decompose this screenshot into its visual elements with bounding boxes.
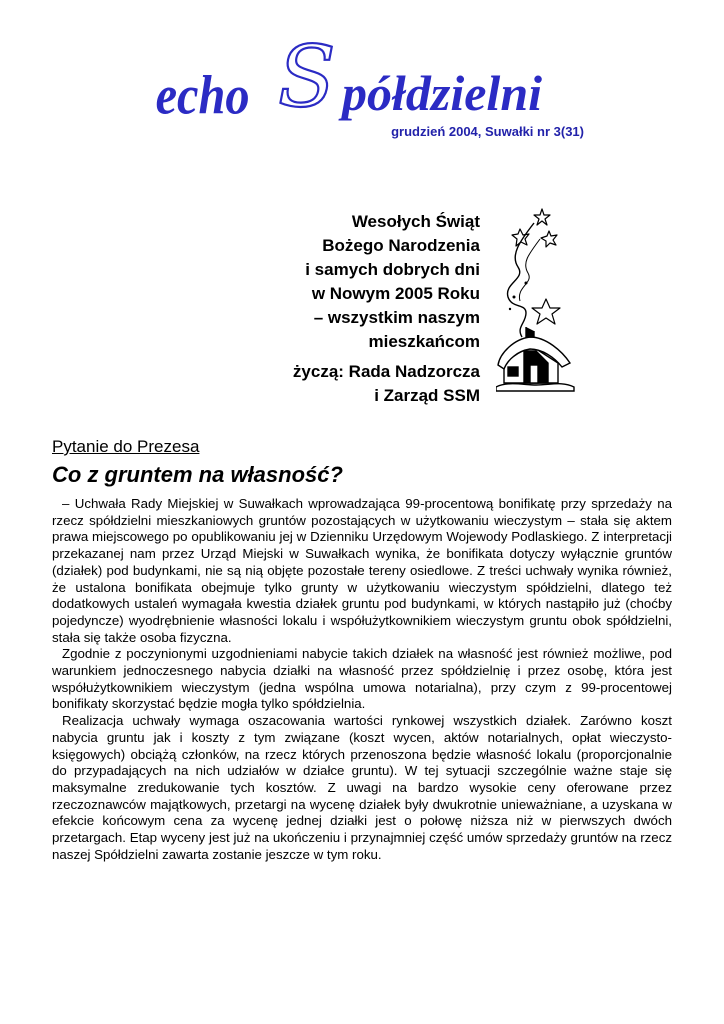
greeting-line: i samych dobrych dni <box>305 260 480 279</box>
holiday-greeting <box>230 210 480 408</box>
article-body <box>52 496 672 863</box>
snowy-house-icon <box>496 327 574 391</box>
article-paragraph: Zgodnie z poczynionymi uzgodnieniami nabycie takich działek na własność jest również możliwe, pod warunkiem jednoczesnego nabycia działki na własność przez spółdzielnię i przez osobę, która jest współużytkownikiem wieczystym (jedna wspólna umowa notarialna), przy czym z 99-procentowej bonifikaty skorzystać będzie mogła tylko spółdzielnia. <box>52 646 672 712</box>
greeting-line: Bożego Narodzenia <box>322 236 480 255</box>
masthead-logo <box>150 28 590 127</box>
greeting-line: – wszystkim naszym <box>313 308 480 327</box>
greeting-line: w Nowym 2005 Roku <box>311 284 480 303</box>
logo-spoldzielni: półdzielni <box>342 65 543 121</box>
issue-date: grudzień 2004, Suwałki nr 3(31) <box>391 124 584 139</box>
logo-initial: S <box>278 28 336 126</box>
christmas-decoration <box>496 205 576 405</box>
article-paragraph: Realizacja uchwały wymaga oszacowania wartości rynkowej wszystkich działek. Zarówno koszt nabycia gruntu jak i koszty z tym związane (koszt wycen, aktów notarialnych, opłat wieczysto-księgowych) obciążą członków, na rzecz których przenoszona będzie własność lokalu (proporcjonalnie do przypadających na nich udziałów w działce gruntu). W tej sytuacji szczególnie ważne staje się maksymalne zredukowanie tych kosztów. Z uwagi na bardzo wysokie ceny oferowane przez rzeczoznawców majątkowych, przetargi na wycenę działek były dwukrotnie unieważniane, a uzyskana w efekcie końcowym cena za wycenę jednej działki jest o połowę niższa niż w pierwszych dwóch przetargach. Etap wyceny jest już na ukończeniu i przynajmniej część umów sprzedaży gruntów na rzecz naszej Spółdzielni zawarta zostanie jeszcze w tym roku. <box>52 713 672 862</box>
article-paragraph: – Uchwała Rady Miejskiej w Suwałkach wprowadzająca 99-procentową bonifikatę przy sprzedaży na rzecz spółdzielni mieszkaniowych gruntów pozostających w użytkowaniu wieczystym – stała się aktem prawa miejscowego po opublikowaniu jej w Dzienniku Urzędowym Wojewody Podlaskiego. Z interpretacji przekazanej nam przez Urząd Miejski w Suwałkach wynika, że bonifikata dotyczy wyłącznie gruntów (działek) pod budynkami, nie są nią objęte pozostałe tereny osiedlowe. Z treści uchwały wynika również, że ustalona bonifikata obejmuje tylko grunty w użytkowaniu wieczystym spółdzielni, dlatego też dodatkowych ustaleń wymagała kwestia działek gruntu pod budynkami, w których nastąpiło już (choćby pojedyncze) wyodrębnienie własności lokalu i współużytkownikiem wieczystym gruntu obok spółdzielni, stała się także osoba fizyczna. <box>52 496 672 645</box>
section-label: Pytanie do Prezesa <box>52 437 200 456</box>
article-title: Co z gruntem na własność? <box>52 462 343 487</box>
stars-icon <box>512 209 560 324</box>
greeting-signers: i Zarząd SSM <box>374 386 480 405</box>
logo-echo: echo <box>155 65 250 127</box>
greeting-signers: życzą: Rada Nadzorcza <box>292 362 480 381</box>
greeting-line: Wesołych Świąt <box>351 212 480 231</box>
greeting-line: mieszkańcom <box>368 332 480 351</box>
